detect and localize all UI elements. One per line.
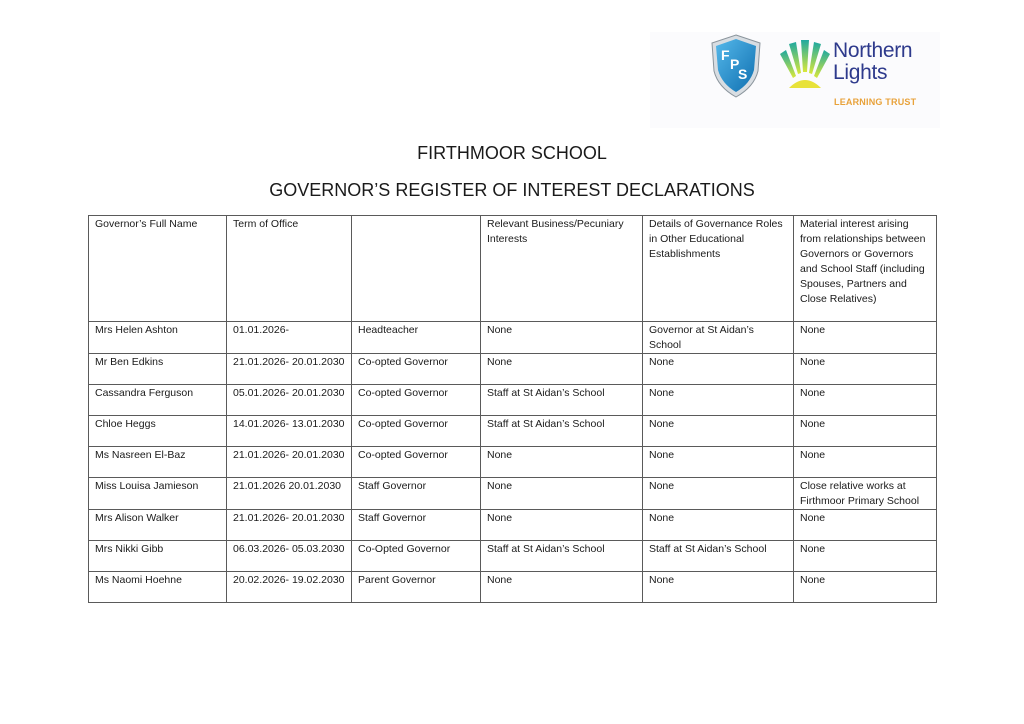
column-header-material: Material interest arising from relationships between Governors or Governors and School Staff (including Spouses, Partners and Close Relatives) bbox=[794, 216, 937, 322]
cell-name: Chloe Heggs bbox=[89, 416, 227, 447]
cell-governance: None bbox=[643, 510, 794, 541]
cell-role: Staff Governor bbox=[352, 478, 481, 510]
register-table bbox=[88, 215, 937, 603]
cell-term: 05.01.2026- 20.01.2030 bbox=[227, 385, 352, 416]
cell-role: Co-opted Governor bbox=[352, 447, 481, 478]
cell-business: Staff at St Aidan’s School bbox=[481, 541, 643, 572]
cell-business: Staff at St Aidan’s School bbox=[481, 385, 643, 416]
cell-material: None bbox=[794, 322, 937, 354]
svg-text:P: P bbox=[730, 56, 740, 72]
cell-governance: Staff at St Aidan’s School bbox=[643, 541, 794, 572]
column-header-name: Governor’s Full Name bbox=[89, 216, 227, 322]
table-row bbox=[89, 510, 937, 541]
document-title: GOVERNOR’S REGISTER OF INTEREST DECLARATIONS bbox=[269, 180, 755, 200]
cell-name: Cassandra Ferguson bbox=[89, 385, 227, 416]
cell-governance: None bbox=[643, 385, 794, 416]
cell-role: Staff Governor bbox=[352, 510, 481, 541]
cell-governance: None bbox=[643, 572, 794, 603]
cell-material: None bbox=[794, 416, 937, 447]
trust-subtitle: LEARNING TRUST bbox=[834, 97, 917, 107]
cell-name: Ms Naomi Hoehne bbox=[89, 572, 227, 603]
cell-business: None bbox=[481, 478, 643, 510]
cell-business: None bbox=[481, 354, 643, 385]
cell-role: Parent Governor bbox=[352, 572, 481, 603]
cell-material: None bbox=[794, 541, 937, 572]
cell-governance: None bbox=[643, 447, 794, 478]
cell-term: 21.01.2026- 20.01.2030 bbox=[227, 354, 352, 385]
cell-material: Close relative works at Firthmoor Primary School bbox=[794, 478, 937, 510]
table-row bbox=[89, 322, 937, 354]
cell-term: 14.01.2026- 13.01.2030 bbox=[227, 416, 352, 447]
cell-name: Mrs Alison Walker bbox=[89, 510, 227, 541]
cell-name: Ms Nasreen El-Baz bbox=[89, 447, 227, 478]
cell-governance: None bbox=[643, 354, 794, 385]
cell-term: 21.01.2026 20.01.2030 bbox=[227, 478, 352, 510]
cell-business: None bbox=[481, 510, 643, 541]
cell-role: Co-opted Governor bbox=[352, 416, 481, 447]
table-row bbox=[89, 478, 937, 510]
cell-name: Mrs Helen Ashton bbox=[89, 322, 227, 354]
cell-term: 21.01.2026- 20.01.2030 bbox=[227, 510, 352, 541]
cell-name: Mrs Nikki Gibb bbox=[89, 541, 227, 572]
cell-business: None bbox=[481, 572, 643, 603]
cell-name: Mr Ben Edkins bbox=[89, 354, 227, 385]
column-header-governance: Details of Governance Roles in Other Educational Establishments bbox=[643, 216, 794, 322]
table-row bbox=[89, 416, 937, 447]
table-row bbox=[89, 354, 937, 385]
cell-name: Miss Louisa Jamieson bbox=[89, 478, 227, 510]
cell-material: None bbox=[794, 354, 937, 385]
cell-material: None bbox=[794, 572, 937, 603]
cell-term: 01.01.2026- bbox=[227, 322, 352, 354]
cell-governance: Governor at St Aidan’s School bbox=[643, 322, 794, 354]
table-row bbox=[89, 447, 937, 478]
column-header-term: Term of Office bbox=[227, 216, 352, 322]
svg-text:S: S bbox=[738, 66, 748, 82]
cell-role: Co-opted Governor bbox=[352, 354, 481, 385]
fps-shield-logo-icon bbox=[710, 33, 762, 99]
trust-name-line1: Northern bbox=[833, 39, 913, 62]
cell-term: 21.01.2026- 20.01.2030 bbox=[227, 447, 352, 478]
cell-material: None bbox=[794, 510, 937, 541]
cell-term: 06.03.2026- 05.03.2030 bbox=[227, 541, 352, 572]
cell-role: Headteacher bbox=[352, 322, 481, 354]
cell-business: None bbox=[481, 447, 643, 478]
cell-material: None bbox=[794, 385, 937, 416]
table-row bbox=[89, 541, 937, 572]
cell-governance: None bbox=[643, 416, 794, 447]
cell-governance: None bbox=[643, 478, 794, 510]
trust-name-line2: Lights bbox=[833, 61, 888, 84]
cell-business: None bbox=[481, 322, 643, 354]
column-header-role bbox=[352, 216, 481, 322]
cell-role: Co-opted Governor bbox=[352, 385, 481, 416]
school-title: FIRTHMOOR SCHOOL bbox=[417, 143, 607, 163]
cell-role: Co-Opted Governor bbox=[352, 541, 481, 572]
trust-name bbox=[833, 40, 912, 84]
cell-business: Staff at St Aidan’s School bbox=[481, 416, 643, 447]
table-header-row bbox=[89, 216, 937, 322]
column-header-business: Relevant Business/Pecuniary Interests bbox=[481, 216, 643, 322]
northern-lights-sunburst-icon bbox=[779, 38, 831, 94]
table-row bbox=[89, 572, 937, 603]
table-row bbox=[89, 385, 937, 416]
cell-material: None bbox=[794, 447, 937, 478]
cell-term: 20.02.2026- 19.02.2030 bbox=[227, 572, 352, 603]
svg-text:F: F bbox=[721, 47, 730, 63]
